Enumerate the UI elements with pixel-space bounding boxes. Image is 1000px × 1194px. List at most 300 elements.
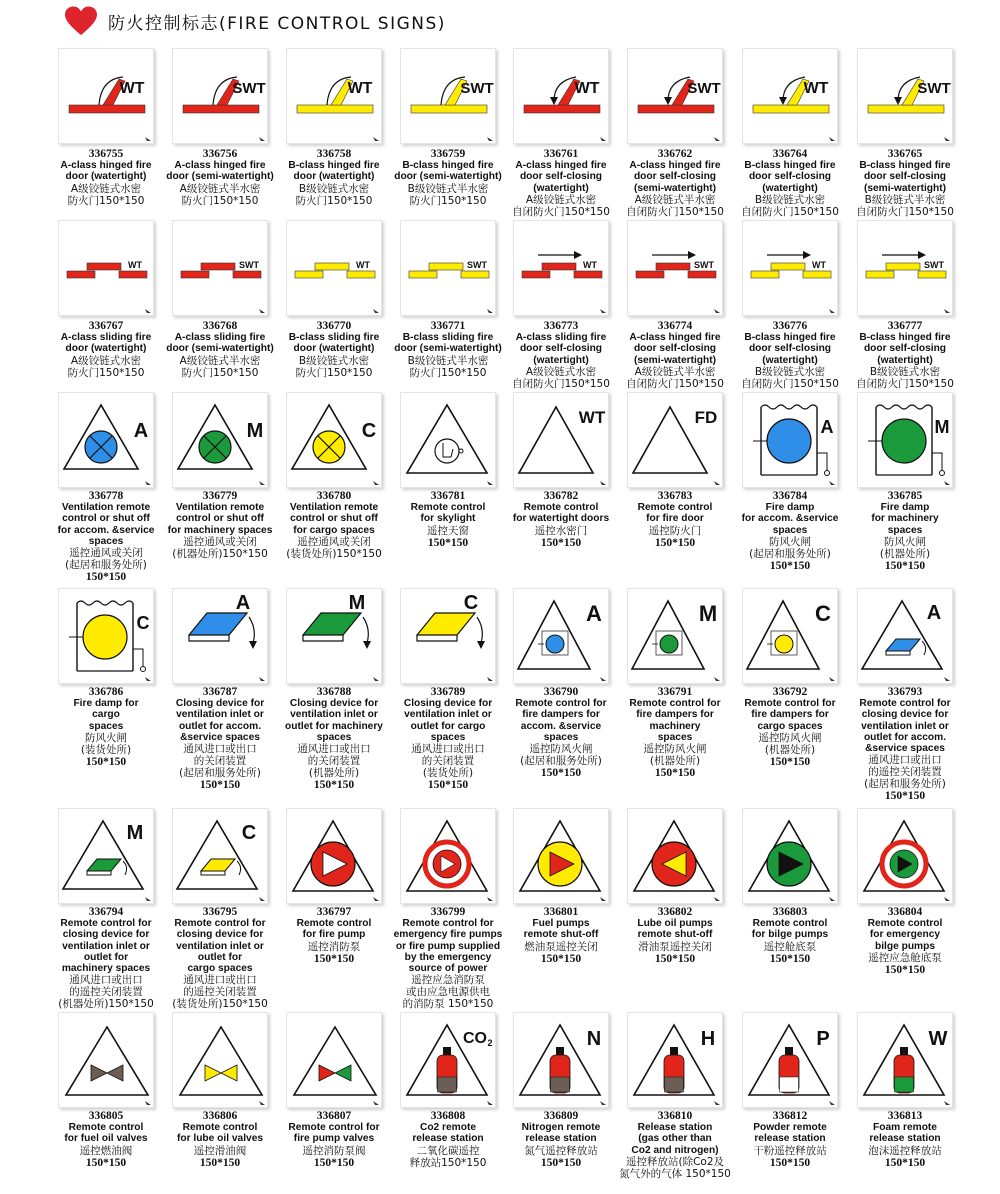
sign-symbol-sliding-auto <box>858 221 954 317</box>
sign-image <box>400 1012 496 1108</box>
caption-english: Remote control for skylight <box>410 502 486 525</box>
sign-caption <box>499 332 623 390</box>
caption-chinese: 遥控水密门 <box>534 524 588 537</box>
sign-code: 336788 <box>316 686 352 698</box>
caption-chinese: 燃油泵遥控关闭 <box>524 940 598 953</box>
caption-english: Lube oil pumps remote shut-off <box>637 918 713 941</box>
sign-caption <box>728 918 852 965</box>
sign-image <box>742 48 838 144</box>
caption-chinese: 防风火闸 (起居和服务处所) <box>749 535 831 560</box>
sign-image <box>400 220 496 316</box>
caption-english: A-class sliding fire door self-closing (watertight) <box>515 332 607 366</box>
sign-caption <box>613 502 737 549</box>
svg-text:SWT: SWT <box>239 260 259 270</box>
caption-chinese: B级铰链式半水密 防火门150*150 <box>407 182 489 207</box>
caption-size: 150*150 <box>199 779 241 792</box>
svg-text:M: M <box>698 601 718 626</box>
sign-caption <box>272 918 396 965</box>
sign-code: 336806 <box>202 1110 238 1122</box>
caption-english: B-class sliding fire door (watertight) <box>288 332 380 355</box>
caption-size: 150*150 <box>313 1156 355 1169</box>
sign-symbol-sliding-auto <box>743 221 839 317</box>
sign-image <box>172 1012 268 1108</box>
sign-caption <box>158 160 282 207</box>
sign-image <box>58 808 154 904</box>
sign-symbol-hinged <box>287 49 383 145</box>
caption-chinese: 通风进口或出口 的关闭装置 (起居和服务处所) <box>179 743 261 780</box>
sign-image <box>172 48 268 144</box>
sign-code: 336802 <box>657 906 693 918</box>
caption-english: Remote control for emergency fire pumps or fire pump supplied by the emergency source of power <box>393 918 503 975</box>
caption-chinese: B级铰链式半水密 防火门150*150 <box>407 354 489 379</box>
sign-code: 336789 <box>430 686 466 698</box>
sign-symbol-sliding-auto <box>628 221 724 317</box>
caption-size: 150*150 <box>85 755 127 768</box>
svg-text:CO: CO <box>463 1030 487 1047</box>
sign-image <box>857 48 953 144</box>
caption-english: Remote control for lube oil valves <box>176 1122 264 1145</box>
sign-symbol-vent-x <box>59 393 155 489</box>
caption-english: A-class hinged fire door (semi-watertight) <box>166 160 274 183</box>
sign-image <box>58 48 154 144</box>
sign-image <box>742 1012 838 1108</box>
sign-image <box>172 808 268 904</box>
sign-code: 336771 <box>430 320 466 332</box>
sign-image <box>513 220 609 316</box>
caption-chinese: 通风进口或出口 的遥控关闭装置 (机器处所)150*150 <box>58 974 154 1011</box>
svg-text:C: C <box>361 420 377 442</box>
svg-text:SWT: SWT <box>917 80 951 97</box>
svg-text:SWT: SWT <box>460 80 494 97</box>
sign-symbol-sliding <box>401 221 497 317</box>
sign-symbol-tri-flap <box>173 809 269 905</box>
sign-code: 336785 <box>887 490 923 502</box>
caption-english: Remote control for closing device for ventilation inlet or outlet for accom. &service spaces <box>859 698 951 755</box>
sign-code: 336783 <box>657 490 693 502</box>
svg-text:C: C <box>241 822 257 844</box>
sign-caption <box>44 160 168 207</box>
caption-size: 150*150 <box>769 952 811 965</box>
sign-image <box>742 392 838 488</box>
sign-image <box>513 588 609 684</box>
sign-image <box>857 220 953 316</box>
caption-size: 150*150 <box>199 1156 241 1169</box>
caption-chinese: A级铰链式半水密 防火门150*150 <box>179 182 261 207</box>
sign-symbol-vent-x <box>287 393 383 489</box>
sign-image <box>742 808 838 904</box>
sign-caption <box>728 332 852 390</box>
sign-caption <box>728 1122 852 1169</box>
sign-symbol-bottle <box>858 1013 954 1109</box>
sign-symbol-hinged-auto <box>628 49 724 145</box>
sign-image <box>172 392 268 488</box>
svg-text:W: W <box>928 1028 948 1050</box>
caption-chinese: A级铰链式水密 自闭防火门150*150 <box>512 365 610 390</box>
sign-image <box>857 808 953 904</box>
page-title: 防火控制标志(FIRE CONTROL SIGNS) <box>108 13 446 34</box>
sign-symbol-flap <box>401 589 497 685</box>
caption-chinese: 遥控消防泵 <box>307 940 361 953</box>
sign-caption <box>499 918 623 965</box>
sign-symbol-hinged-auto <box>858 49 954 145</box>
sign-symbol-sliding <box>173 221 269 317</box>
sign-symbol-bottle <box>514 1013 610 1109</box>
caption-size: 150*150 <box>884 1156 926 1169</box>
sign-symbol-pump <box>514 809 610 905</box>
svg-text:H: H <box>700 1028 716 1050</box>
sign-symbol-sliding <box>287 221 383 317</box>
sign-code: 336758 <box>316 148 352 160</box>
caption-chinese: 遥控滑油阀 <box>193 1144 247 1157</box>
caption-chinese: A级铰链式半水密 自闭防火门150*150 <box>626 365 724 390</box>
caption-english: Ventilation remote control or shut off for accom. &service spaces <box>57 502 155 547</box>
sign-code: 336792 <box>772 686 808 698</box>
sign-image <box>857 392 953 488</box>
sign-symbol-tri-damper <box>743 589 839 685</box>
sign-symbol-bottle <box>628 1013 724 1109</box>
sign-symbol-sliding <box>59 221 155 317</box>
caption-english: A-class hinged fire door self-closing (semi-watertight) <box>629 332 721 366</box>
sign-image <box>513 48 609 144</box>
sign-symbol-valve-split <box>287 1013 383 1109</box>
caption-chinese: 泡沫遥控释放站 <box>868 1144 942 1157</box>
caption-chinese: B级铰链式半水密 自闭防火门150*150 <box>856 193 954 218</box>
sign-code: 336809 <box>543 1110 579 1122</box>
sign-image <box>627 392 723 488</box>
svg-text:M: M <box>246 420 264 442</box>
svg-text:WT: WT <box>356 260 370 270</box>
caption-chinese: B级铰链式水密 自闭防火门150*150 <box>741 365 839 390</box>
sign-code: 336813 <box>887 1110 923 1122</box>
caption-english: Foam remote release station <box>869 1122 941 1145</box>
svg-text:SWT: SWT <box>924 260 944 270</box>
caption-chinese: 通风进口或出口 的遥控关闭装置 (起居和服务处所) <box>864 754 946 791</box>
sign-caption <box>386 160 510 207</box>
sign-code: 336778 <box>88 490 124 502</box>
sign-caption <box>272 160 396 207</box>
sign-symbol-pump-emergency <box>858 809 954 905</box>
caption-english: Fire damp for cargo spaces <box>73 698 139 732</box>
caption-english: B-class hinged fire door (semi-watertight) <box>394 160 502 183</box>
sign-caption <box>272 698 396 791</box>
heart-icon <box>64 6 98 36</box>
sign-image <box>58 392 154 488</box>
caption-chinese: 遥控通风或关闭 (装货处所)150*150 <box>286 535 382 560</box>
sign-symbol-damper <box>59 589 155 685</box>
caption-size: 150*150 <box>884 963 926 976</box>
sign-code: 336794 <box>88 906 124 918</box>
caption-english: Remote control for fire dampers for machinery spaces <box>629 698 721 743</box>
sign-symbol-pump-inv <box>628 809 724 905</box>
sign-caption <box>158 332 282 379</box>
caption-english: Remote control for bilge pumps <box>751 918 829 941</box>
sign-code: 336755 <box>88 148 124 160</box>
sign-image <box>400 588 496 684</box>
caption-chinese: B级铰链式水密 防火门150*150 <box>295 354 373 379</box>
sign-code: 336803 <box>772 906 808 918</box>
sign-image <box>286 48 382 144</box>
svg-text:A: A <box>926 602 942 624</box>
sign-caption <box>272 332 396 379</box>
sign-code: 336756 <box>202 148 238 160</box>
caption-english: Fire damp for machinery spaces <box>871 502 939 536</box>
sign-symbol-triangle <box>514 393 610 489</box>
sign-caption <box>44 1122 168 1169</box>
caption-chinese: A级铰链式半水密 防火门150*150 <box>179 354 261 379</box>
caption-chinese: 二氧化碳遥控 释放站150*150 <box>409 1144 487 1169</box>
caption-size: 150*150 <box>313 952 355 965</box>
sign-code: 336790 <box>543 686 579 698</box>
sign-symbol-pump <box>287 809 383 905</box>
sign-symbol-tri-damper <box>628 589 724 685</box>
sign-image <box>286 220 382 316</box>
caption-chinese: 氮气遥控释放站 <box>524 1144 598 1157</box>
sign-code: 336812 <box>772 1110 808 1122</box>
sign-caption <box>843 332 967 390</box>
sign-code: 336808 <box>430 1110 466 1122</box>
sign-code: 336784 <box>772 490 808 502</box>
sign-code: 336761 <box>543 148 579 160</box>
sign-code: 336804 <box>887 906 923 918</box>
sign-code: 336779 <box>202 490 238 502</box>
svg-text:C: C <box>463 592 479 614</box>
svg-text:WT: WT <box>578 408 606 427</box>
sign-symbol-bottle <box>401 1013 497 1109</box>
sign-symbol-hinged <box>59 49 155 145</box>
page-header <box>64 4 446 38</box>
sign-caption <box>158 918 282 1010</box>
sign-code: 336807 <box>316 1110 352 1122</box>
sign-code: 336765 <box>887 148 923 160</box>
sign-caption <box>613 160 737 218</box>
sign-code: 336791 <box>657 686 693 698</box>
sign-code: 336810 <box>657 1110 693 1122</box>
caption-chinese: 通风进口或出口 的关闭装置 (机器处所) <box>297 743 371 780</box>
svg-text:M: M <box>348 592 366 614</box>
sign-caption <box>386 698 510 791</box>
sign-code: 336782 <box>543 490 579 502</box>
sign-caption <box>158 502 282 560</box>
sign-code: 336776 <box>772 320 808 332</box>
svg-text:SWT: SWT <box>694 260 714 270</box>
sign-symbol-tri-damper <box>514 589 610 685</box>
sign-symbol-hinged <box>401 49 497 145</box>
sign-symbol-triangle <box>628 393 724 489</box>
caption-english: A-class sliding fire door (semi-watertight) <box>166 332 274 355</box>
caption-size: 150*150 <box>85 1156 127 1169</box>
caption-english: A-class hinged fire door self-closing (semi-watertight) <box>629 160 721 194</box>
caption-chinese: 遥控应急舱底泵 <box>868 951 942 964</box>
sign-symbol-flap <box>173 589 269 685</box>
caption-chinese: 遥控通风或关闭 (机器处所)150*150 <box>172 535 268 560</box>
sign-image <box>742 220 838 316</box>
caption-chinese: 遥控防火门 <box>648 524 702 537</box>
sign-code: 336795 <box>202 906 238 918</box>
caption-english: Release station (gas other than Co2 and nitrogen) <box>631 1122 719 1156</box>
caption-english: B-class sliding fire door (semi-watertight) <box>394 332 502 355</box>
caption-chinese: 遥控释放站(除Co2及 氮气外的气体 150*150 <box>619 1155 731 1180</box>
caption-english: Powder remote release station <box>753 1122 827 1145</box>
svg-text:SWT: SWT <box>467 260 487 270</box>
svg-text:WT: WT <box>119 80 145 97</box>
svg-text:WT: WT <box>128 260 142 270</box>
sign-caption <box>728 160 852 218</box>
caption-english: B-class hinged fire door self-closing (semi-watertight) <box>859 160 951 194</box>
caption-size: 150*150 <box>654 536 696 549</box>
sign-caption <box>386 502 510 549</box>
sign-symbol-tri-flap <box>858 589 954 685</box>
svg-text:A: A <box>586 601 602 626</box>
sign-caption <box>158 1122 282 1169</box>
caption-chinese: B级铰链式水密 防火门150*150 <box>295 182 373 207</box>
svg-text:N: N <box>586 1028 602 1050</box>
caption-english: Remote control for fire dampers for cargo spaces <box>744 698 836 732</box>
sign-caption <box>728 698 852 768</box>
sign-image <box>857 588 953 684</box>
sign-image <box>58 588 154 684</box>
svg-text:WT: WT <box>583 260 597 270</box>
caption-english: Remote control for fuel oil valves <box>64 1122 148 1145</box>
sign-caption <box>386 918 510 1010</box>
sign-symbol-valve <box>59 1013 155 1109</box>
sign-caption <box>44 918 168 1010</box>
sign-code: 336770 <box>316 320 352 332</box>
svg-text:FD: FD <box>694 408 718 427</box>
caption-english: Remote control for fire pump <box>296 918 372 941</box>
svg-text:A: A <box>133 420 149 442</box>
sign-code: 336797 <box>316 906 352 918</box>
sign-code: 336768 <box>202 320 238 332</box>
sign-caption <box>843 698 967 802</box>
sign-caption <box>386 332 510 379</box>
caption-english: Remote control for fire door <box>637 502 713 525</box>
caption-chinese: 遥控舱底泵 <box>763 940 817 953</box>
sign-image <box>513 392 609 488</box>
caption-chinese: A级铰链式水密 防火门150*150 <box>67 354 145 379</box>
sign-image <box>857 1012 953 1108</box>
sign-caption <box>613 332 737 390</box>
caption-english: Ventilation remote control or shut off for cargo spaces <box>289 502 379 536</box>
sign-image <box>627 220 723 316</box>
caption-english: B-class hinged fire door self-closing (watertight) <box>744 332 836 366</box>
caption-chinese: 遥控燃油阀 <box>79 1144 133 1157</box>
caption-size: 150*150 <box>85 571 127 584</box>
caption-english: Fire damp for accom. &service spaces <box>741 502 839 536</box>
caption-chinese: 防风火闸 (机器处所) <box>879 535 931 560</box>
caption-size: 150*150 <box>654 952 696 965</box>
caption-chinese: B级铰链式水密 自闭防火门150*150 <box>856 365 954 390</box>
caption-english: A-class hinged fire door (watertight) <box>60 160 152 183</box>
caption-english: A-class sliding fire door (watertight) <box>60 332 152 355</box>
svg-text:M: M <box>934 417 950 437</box>
sign-symbol-hinged <box>173 49 269 145</box>
svg-text:WT: WT <box>812 260 826 270</box>
svg-text:A: A <box>235 592 251 614</box>
sign-caption <box>728 502 852 572</box>
caption-english: B-class hinged fire door (watertight) <box>288 160 380 183</box>
caption-english: Remote control for closing device for ventilation inlet or outlet for cargo spaces <box>174 918 266 975</box>
sign-code: 336759 <box>430 148 466 160</box>
sign-image <box>400 392 496 488</box>
sign-caption <box>499 160 623 218</box>
caption-chinese: 遥控消防泵阀 <box>302 1144 366 1157</box>
sign-caption <box>499 1122 623 1169</box>
sign-code: 336786 <box>88 686 124 698</box>
sign-symbol-hinged-auto <box>514 49 610 145</box>
sign-code: 336773 <box>543 320 579 332</box>
caption-chinese: 通风进口或出口 的遥控关闭装置 (装货处所)150*150 <box>172 974 268 1011</box>
sign-image <box>400 48 496 144</box>
caption-size: 150*150 <box>884 559 926 572</box>
caption-chinese: 干粉遥控释放站 <box>753 1144 827 1157</box>
sign-caption <box>158 698 282 791</box>
sign-symbol-tri-flap <box>59 809 155 905</box>
caption-size: 150*150 <box>769 559 811 572</box>
sign-symbol-skylight <box>401 393 497 489</box>
svg-text:C: C <box>136 613 150 633</box>
caption-size: 150*150 <box>540 1156 582 1169</box>
caption-size: 150*150 <box>654 767 696 780</box>
svg-text:WT: WT <box>347 80 373 97</box>
sign-caption <box>386 1122 510 1169</box>
sign-code: 336793 <box>887 686 923 698</box>
sign-symbol-valve <box>173 1013 269 1109</box>
svg-text:P: P <box>816 1028 830 1050</box>
sign-symbol-damper <box>743 393 839 489</box>
svg-text:M: M <box>126 822 144 844</box>
caption-english: Closing device for ventilation inlet or outlet for machinery spaces <box>285 698 383 743</box>
sign-symbol-pump-emergency <box>401 809 497 905</box>
sign-image <box>742 588 838 684</box>
sign-image <box>627 588 723 684</box>
caption-english: Nitrogen remote release station <box>521 1122 601 1145</box>
caption-chinese: 滑油泵遥控关闭 <box>638 940 712 953</box>
caption-size: 150*150 <box>769 1156 811 1169</box>
sign-symbol-hinged-auto <box>743 49 839 145</box>
caption-english: Remote control for fire dampers for accom. &service spaces <box>515 698 607 743</box>
caption-size: 150*150 <box>769 755 811 768</box>
caption-chinese: A级铰链式水密 防火门150*150 <box>67 182 145 207</box>
sign-image <box>286 392 382 488</box>
caption-size: 150*150 <box>427 536 469 549</box>
sign-caption <box>843 918 967 976</box>
sign-symbol-damper <box>858 393 954 489</box>
sign-image <box>627 808 723 904</box>
caption-chinese: 遥控防风火闸 (机器处所) <box>643 743 707 768</box>
sign-image <box>513 1012 609 1108</box>
svg-text:2: 2 <box>487 1038 493 1048</box>
sign-caption <box>843 502 967 572</box>
svg-text:A: A <box>820 417 834 437</box>
sign-code: 336764 <box>772 148 808 160</box>
sign-code: 336777 <box>887 320 923 332</box>
caption-chinese: 遥控通风或关闭 (起居和服务处所) <box>65 547 147 572</box>
sign-image <box>286 808 382 904</box>
sign-code: 336780 <box>316 490 352 502</box>
caption-size: 150*150 <box>427 779 469 792</box>
sign-image <box>286 588 382 684</box>
caption-size: 150*150 <box>884 790 926 803</box>
sign-caption <box>272 1122 396 1169</box>
caption-chinese: 通风进口或出口 的关闭装置 (装货处所) <box>411 743 485 780</box>
sign-caption <box>44 502 168 583</box>
caption-size: 150*150 <box>540 952 582 965</box>
caption-english: Remote control for closing device for ventilation inlet or outlet for machinery spaces <box>60 918 152 975</box>
caption-size: 150*150 <box>313 779 355 792</box>
sign-image <box>58 220 154 316</box>
caption-english: B-class hinged fire door self-closing (watertight) <box>744 160 836 194</box>
sign-image <box>627 48 723 144</box>
